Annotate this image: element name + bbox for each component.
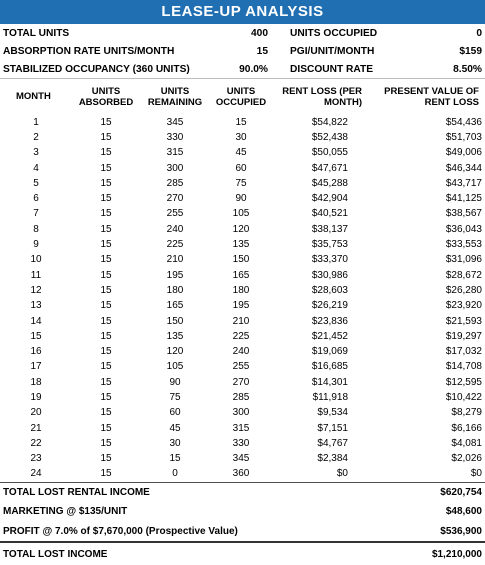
- param-row: [0, 60, 485, 78]
- cell-units-absorbed: 15: [100, 131, 112, 143]
- cell-units-remaining: 15: [169, 453, 181, 465]
- cell-units-remaining: 60: [169, 407, 181, 419]
- cell-present-value: $12,595: [445, 376, 482, 388]
- cell-units-absorbed: 15: [100, 116, 112, 128]
- param-value: 8.50%: [453, 63, 482, 75]
- summary-label: MARKETING @ $135/UNIT: [3, 506, 128, 518]
- total-value: $1,210,000: [431, 548, 482, 560]
- cell-units-occupied: 330: [232, 437, 250, 449]
- cell-units-remaining: 120: [166, 346, 184, 358]
- cell-units-remaining: 315: [166, 147, 184, 159]
- summary-row: [0, 483, 485, 503]
- cell-month: 22: [30, 437, 42, 449]
- cell-rent-loss: $52,438: [311, 131, 348, 143]
- summary-label: TOTAL LOST RENTAL INCOME: [3, 486, 150, 498]
- cell-rent-loss: $30,986: [311, 269, 348, 281]
- cell-month: 17: [30, 361, 42, 373]
- cell-present-value: $51,703: [445, 131, 482, 143]
- cell-present-value: $21,593: [445, 315, 482, 327]
- table-row: [0, 176, 485, 191]
- cell-units-occupied: 75: [235, 177, 247, 189]
- cell-month: 9: [33, 239, 39, 251]
- cell-month: 24: [30, 468, 42, 480]
- cell-units-occupied: 345: [232, 453, 250, 465]
- table-row: [0, 390, 485, 405]
- table-row: [0, 191, 485, 206]
- summary-row: [0, 522, 485, 542]
- cell-rent-loss: $7,151: [317, 422, 348, 434]
- total-label: TOTAL LOST INCOME: [3, 548, 108, 560]
- cell-units-remaining: 150: [166, 315, 184, 327]
- cell-rent-loss: $23,836: [311, 315, 348, 327]
- summary-value: $48,600: [445, 506, 482, 518]
- cell-present-value: $2,026: [451, 453, 482, 465]
- cell-units-remaining: 270: [166, 193, 184, 205]
- cell-units-occupied: 285: [232, 391, 250, 403]
- summary-value: $620,754: [440, 486, 482, 498]
- param-value: 90.0%: [239, 63, 268, 75]
- header-rent-loss: RENT LOSS (PER MONTH): [282, 85, 362, 108]
- page-title: LEASE-UP ANALYSIS: [0, 0, 485, 24]
- cell-units-occupied: 60: [235, 162, 247, 174]
- cell-units-occupied: 15: [235, 116, 247, 128]
- cell-units-occupied: 150: [232, 254, 250, 266]
- cell-units-remaining: 105: [166, 361, 184, 373]
- cell-units-remaining: 45: [169, 422, 181, 434]
- cell-month: 7: [33, 208, 39, 220]
- cell-month: 21: [30, 422, 42, 434]
- cell-units-remaining: 195: [166, 269, 184, 281]
- param-label: DISCOUNT RATE: [290, 63, 374, 75]
- cell-present-value: $33,553: [445, 239, 482, 251]
- cell-present-value: $6,166: [451, 422, 482, 434]
- table-row: [0, 267, 485, 282]
- cell-present-value: $41,125: [445, 193, 482, 205]
- cell-units-absorbed: 15: [100, 162, 112, 174]
- cell-units-absorbed: 15: [100, 391, 112, 403]
- cell-units-absorbed: 15: [100, 437, 112, 449]
- table-row: [0, 252, 485, 267]
- table-body: [0, 115, 485, 482]
- cell-present-value: $46,344: [445, 162, 482, 174]
- param-label: UNITS OCCUPIED: [290, 27, 378, 39]
- cell-month: 1: [33, 116, 39, 128]
- table-row: [0, 466, 485, 481]
- cell-present-value: $10,422: [445, 391, 482, 403]
- cell-month: 5: [33, 177, 39, 189]
- cell-month: 16: [30, 346, 42, 358]
- table-row: [0, 222, 485, 237]
- cell-month: 14: [30, 315, 42, 327]
- cell-units-occupied: 120: [232, 223, 250, 235]
- cell-present-value: $26,280: [445, 284, 482, 296]
- cell-units-remaining: 255: [166, 208, 184, 220]
- cell-present-value: $4,081: [451, 437, 482, 449]
- table-row: [0, 298, 485, 313]
- cell-units-remaining: 135: [166, 330, 184, 342]
- total-row: [0, 541, 485, 565]
- cell-present-value: $14,708: [445, 361, 482, 373]
- cell-month: 6: [33, 193, 39, 205]
- cell-units-occupied: 105: [232, 208, 250, 220]
- cell-units-absorbed: 15: [100, 223, 112, 235]
- cell-units-absorbed: 15: [100, 177, 112, 189]
- cell-units-occupied: 135: [232, 239, 250, 251]
- cell-month: 13: [30, 300, 42, 312]
- cell-units-occupied: 240: [232, 346, 250, 358]
- header-month: MONTH: [16, 91, 51, 103]
- cell-units-absorbed: 15: [100, 193, 112, 205]
- header-present-value: PRESENT VALUE OF RENT LOSS: [384, 85, 479, 108]
- cell-units-absorbed: 15: [100, 330, 112, 342]
- summary-row: [0, 502, 485, 522]
- cell-present-value: $8,279: [451, 407, 482, 419]
- cell-rent-loss: $14,301: [311, 376, 348, 388]
- table-row: [0, 283, 485, 298]
- cell-rent-loss: $26,219: [311, 300, 348, 312]
- cell-units-remaining: 345: [166, 116, 184, 128]
- cell-month: 23: [30, 453, 42, 465]
- header-units-absorbed: UNITS ABSORBED: [78, 85, 134, 108]
- cell-present-value: $0: [470, 468, 482, 480]
- cell-month: 11: [30, 269, 42, 281]
- cell-rent-loss: $33,370: [311, 254, 348, 266]
- param-label: TOTAL UNITS: [3, 27, 70, 39]
- cell-units-absorbed: 15: [100, 208, 112, 220]
- cell-units-remaining: 180: [166, 284, 184, 296]
- cell-rent-loss: $0: [336, 468, 348, 480]
- param-label: ABSORPTION RATE UNITS/MONTH: [3, 45, 175, 57]
- cell-units-remaining: 225: [166, 239, 184, 251]
- table-row: [0, 313, 485, 328]
- table-row: [0, 329, 485, 344]
- param-row: [0, 42, 485, 60]
- param-value: 15: [256, 45, 268, 57]
- table-row: [0, 359, 485, 374]
- cell-rent-loss: $42,904: [311, 193, 348, 205]
- cell-units-remaining: 75: [169, 391, 181, 403]
- cell-rent-loss: $47,671: [311, 162, 348, 174]
- cell-units-absorbed: 15: [100, 300, 112, 312]
- cell-rent-loss: $21,452: [311, 330, 348, 342]
- cell-units-absorbed: 15: [100, 346, 112, 358]
- cell-month: 20: [30, 407, 42, 419]
- cell-units-occupied: 165: [232, 269, 250, 281]
- table-row: [0, 420, 485, 435]
- cell-month: 15: [30, 330, 42, 342]
- cell-rent-loss: $9,534: [317, 407, 348, 419]
- cell-units-remaining: 165: [166, 300, 184, 312]
- cell-month: 18: [30, 376, 42, 388]
- param-row: [0, 24, 485, 42]
- cell-units-occupied: 45: [235, 147, 247, 159]
- cell-rent-loss: $35,753: [311, 239, 348, 251]
- summary-block: [0, 482, 485, 565]
- parameters-block: [0, 24, 485, 78]
- cell-units-absorbed: 15: [100, 376, 112, 388]
- cell-units-absorbed: 15: [100, 453, 112, 465]
- header-units-remaining: UNITS REMAINING: [147, 85, 203, 108]
- cell-month: 3: [33, 147, 39, 159]
- cell-units-absorbed: 15: [100, 269, 112, 281]
- cell-rent-loss: $45,288: [311, 177, 348, 189]
- cell-present-value: $43,717: [445, 177, 482, 189]
- cell-units-absorbed: 15: [100, 407, 112, 419]
- cell-units-absorbed: 15: [100, 239, 112, 251]
- cell-units-absorbed: 15: [100, 254, 112, 266]
- cell-units-occupied: 225: [232, 330, 250, 342]
- table-row: [0, 160, 485, 175]
- cell-present-value: $36,043: [445, 223, 482, 235]
- header-units-occupied: UNITS OCCUPIED: [215, 85, 267, 108]
- table-header: [0, 79, 485, 115]
- table-row: [0, 375, 485, 390]
- param-value: 400: [251, 27, 268, 39]
- cell-rent-loss: $50,055: [311, 147, 348, 159]
- cell-present-value: $28,672: [445, 269, 482, 281]
- cell-units-remaining: 0: [172, 468, 178, 480]
- cell-rent-loss: $38,137: [311, 223, 348, 235]
- table-row: [0, 145, 485, 160]
- cell-month: 19: [30, 391, 42, 403]
- table-row: [0, 115, 485, 130]
- cell-units-occupied: 255: [232, 361, 250, 373]
- summary-value: $536,900: [440, 525, 482, 537]
- cell-rent-loss: $28,603: [311, 284, 348, 296]
- cell-units-absorbed: 15: [100, 468, 112, 480]
- cell-units-occupied: 195: [232, 300, 250, 312]
- cell-units-occupied: 210: [232, 315, 250, 327]
- cell-units-occupied: 180: [232, 284, 250, 296]
- cell-rent-loss: $19,069: [311, 346, 348, 358]
- lease-up-table: [0, 78, 485, 482]
- cell-units-remaining: 300: [166, 162, 184, 174]
- cell-units-remaining: 30: [169, 437, 181, 449]
- cell-present-value: $49,006: [445, 147, 482, 159]
- cell-month: 2: [33, 131, 39, 143]
- table-row: [0, 436, 485, 451]
- cell-rent-loss: $4,767: [317, 437, 348, 449]
- cell-present-value: $23,920: [445, 300, 482, 312]
- table-row: [0, 405, 485, 420]
- cell-units-occupied: 270: [232, 376, 250, 388]
- cell-month: 12: [30, 284, 42, 296]
- cell-rent-loss: $54,822: [311, 116, 348, 128]
- table-row: [0, 344, 485, 359]
- cell-units-remaining: 240: [166, 223, 184, 235]
- table-row: [0, 451, 485, 466]
- cell-month: 10: [30, 254, 42, 266]
- cell-rent-loss: $40,521: [311, 208, 348, 220]
- cell-units-remaining: 330: [166, 131, 184, 143]
- cell-units-occupied: 30: [235, 131, 247, 143]
- cell-units-absorbed: 15: [100, 361, 112, 373]
- cell-units-occupied: 90: [235, 193, 247, 205]
- cell-units-remaining: 90: [169, 376, 181, 388]
- summary-label: PROFIT @ 7.0% of $7,670,000 (Prospective Value): [3, 525, 238, 537]
- cell-units-absorbed: 15: [100, 422, 112, 434]
- cell-present-value: $31,096: [445, 254, 482, 266]
- param-value: 0: [476, 27, 482, 39]
- param-label: PGI/UNIT/MONTH: [290, 45, 375, 57]
- cell-present-value: $17,032: [445, 346, 482, 358]
- cell-units-absorbed: 15: [100, 147, 112, 159]
- cell-units-remaining: 210: [166, 254, 184, 266]
- param-label: STABILIZED OCCUPANCY (360 UNITS): [3, 63, 190, 75]
- cell-units-occupied: 315: [232, 422, 250, 434]
- cell-present-value: $38,567: [445, 208, 482, 220]
- table-row: [0, 206, 485, 221]
- cell-month: 4: [33, 162, 39, 174]
- cell-rent-loss: $16,685: [311, 361, 348, 373]
- cell-units-absorbed: 15: [100, 284, 112, 296]
- cell-rent-loss: $2,384: [317, 453, 348, 465]
- cell-units-occupied: 300: [232, 407, 250, 419]
- cell-units-occupied: 360: [232, 468, 250, 480]
- cell-rent-loss: $11,918: [312, 391, 348, 403]
- cell-units-remaining: 285: [166, 177, 184, 189]
- cell-units-absorbed: 15: [100, 315, 112, 327]
- table-row: [0, 237, 485, 252]
- cell-present-value: $19,297: [445, 330, 482, 342]
- table-row: [0, 130, 485, 145]
- cell-month: 8: [33, 223, 39, 235]
- cell-present-value: $54,436: [445, 116, 482, 128]
- param-value: $159: [459, 45, 482, 57]
